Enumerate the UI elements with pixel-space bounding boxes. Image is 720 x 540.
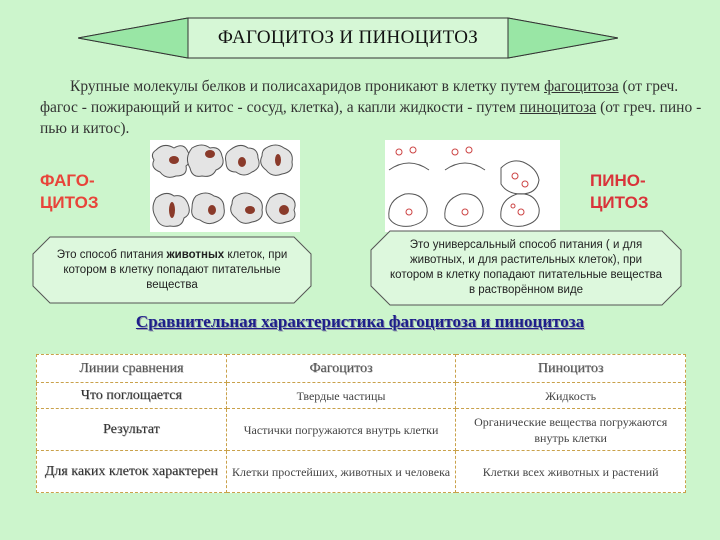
intro-paragraph [40, 76, 716, 139]
table-cell: Клетки всех животных и растений [456, 451, 686, 493]
pinocytosis-label-line-1: ПИНО- [590, 171, 646, 190]
table-cell: Органические вещества погружаются внутрь клетки [456, 409, 686, 451]
table-row [37, 383, 686, 409]
phagocytosis-definition [32, 236, 312, 304]
intro-text-1: Крупные молекулы белков и полисахаридов проникают в клетку путем [70, 78, 545, 95]
table-row-header: Результат [37, 409, 227, 451]
phagocytosis-label-line-2: ЦИТОЗ [40, 193, 99, 212]
title-banner [78, 16, 618, 60]
table-header-cell: Пиноцитоз [456, 355, 686, 383]
pinocytosis-definition-text: Это универсальный способ питания ( и для животных, и для растительных клеток), при котором в клетку попадают питательные вещества в растворённом виде [390, 239, 662, 296]
amoeba-cells-image [150, 140, 300, 232]
comparison-title: Сравнительная характеристика фагоцитоза и пиноцитоза [135, 312, 585, 331]
phagocytosis-def-part-2: клеток, при котором в клетку попадают питательные вещества [63, 248, 288, 291]
pinocytosis-label-line-2: ЦИТОЗ [590, 193, 649, 212]
table-row [37, 451, 686, 493]
table-cell: Клетки простейших, животных и человека [226, 451, 456, 493]
table-row-header: Что поглощается [37, 383, 227, 409]
table-cell: Жидкость [456, 383, 686, 409]
table-cell: Частички погружаются внутрь клетки [226, 409, 456, 451]
term-pinocytosis: пиноцитоза [519, 99, 597, 116]
table-header-row [37, 355, 686, 383]
intro-text-2: (от греч. фагос - пожирающий и китос - сосуд, клетка), а капли жидкости - путем [40, 78, 679, 116]
table-row [37, 409, 686, 451]
term-phagocytosis: фагоцитоза [544, 78, 619, 95]
table-header-cell: Фагоцитоз [226, 355, 456, 383]
table-header-cell: Линии сравнения [37, 355, 227, 383]
phagocytosis-definition-text [32, 236, 312, 304]
pinocytosis-definition [370, 230, 682, 306]
phagocytosis-def-bold: животных [166, 248, 225, 261]
comparison-table [36, 354, 686, 493]
pinocytosis-vesicles-image [385, 140, 560, 232]
table-cell: Твердые частицы [226, 383, 456, 409]
pinocytosis-illustration [385, 140, 560, 232]
phagocytosis-def-part-1: Это способ питания [56, 248, 167, 261]
phagocytosis-label [40, 170, 98, 214]
phagocytosis-illustration [150, 140, 300, 232]
table-row-header: Для каких клеток характерен [37, 451, 227, 493]
phagocytosis-label-line-1: ФАГО- [40, 171, 95, 190]
pinocytosis-label [590, 170, 648, 214]
intro-text-3: (от греч. пино - пью и китос). [40, 99, 702, 137]
page-title: ФАГОЦИТОЗ И ПИНОЦИТОЗ [217, 27, 479, 48]
